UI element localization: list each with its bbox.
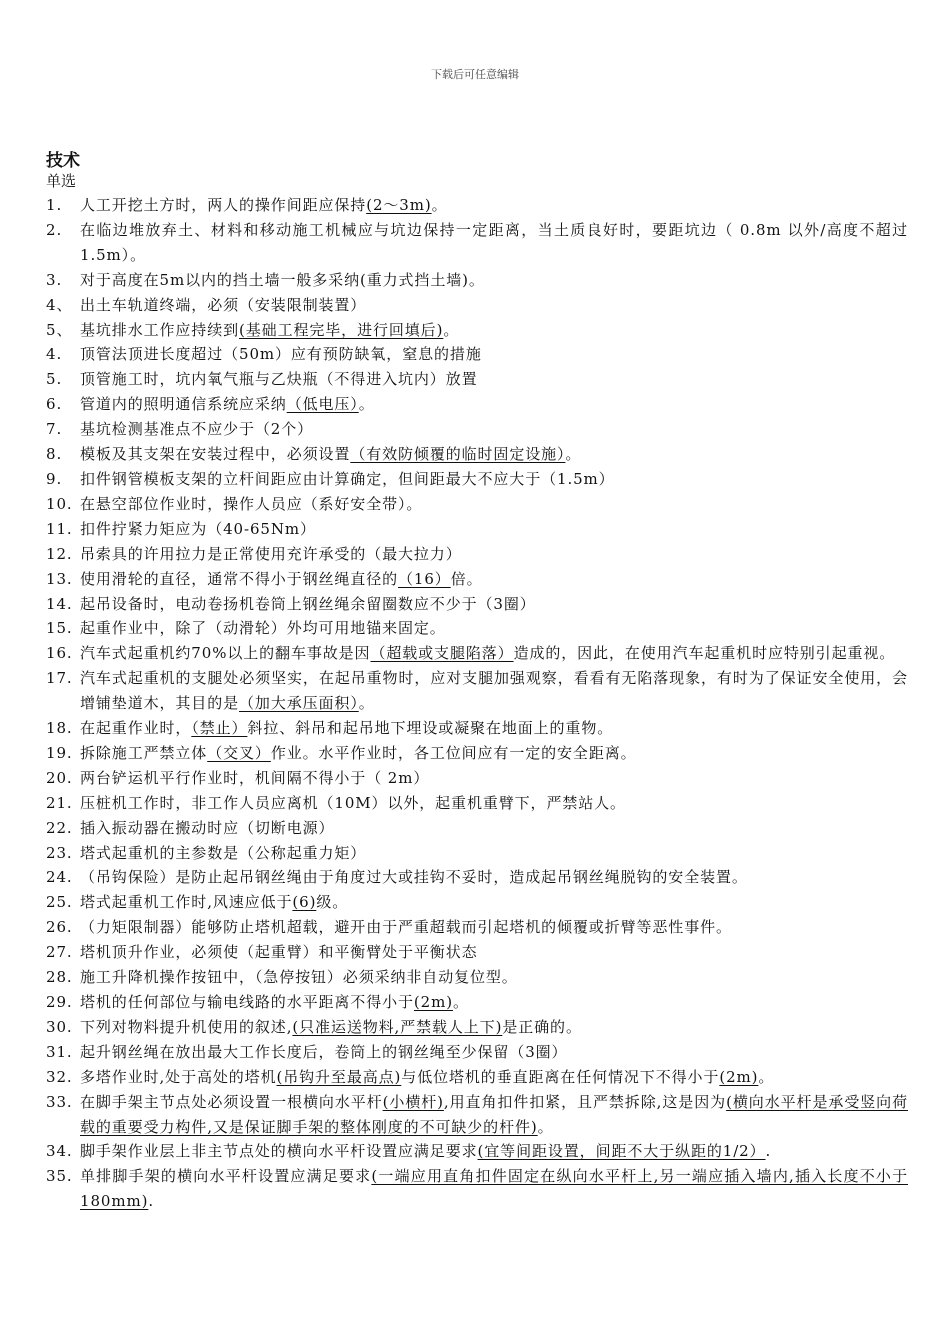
question-item bbox=[46, 741, 908, 766]
answer-text: （超载或支腿陷落） bbox=[370, 644, 514, 663]
question-number: 5. bbox=[46, 370, 63, 389]
question-number: 32. bbox=[46, 1067, 73, 1086]
answer-text: (小横杆) bbox=[382, 1092, 444, 1111]
question-segment: 扣件钢管模板支架的立杆间距应由计算确定，但间距最大不应大于（1.5m） bbox=[80, 469, 615, 488]
question-text bbox=[80, 616, 908, 641]
question-segment: 顶管法顶进长度超过（50m）应有预防缺氧，窒息的措施 bbox=[80, 345, 482, 364]
question-number: 30. bbox=[46, 1017, 73, 1036]
question-text bbox=[80, 218, 908, 268]
question-segment: 汽车式起重机约70%以上的翻车事故是因 bbox=[80, 644, 371, 663]
question-number: 29. bbox=[46, 993, 73, 1011]
question-segment: 斜拉、斜吊和起吊地下埋设或凝聚在地面上的重物。 bbox=[247, 719, 614, 738]
question-text bbox=[80, 318, 908, 343]
question-item bbox=[46, 890, 908, 915]
question-text bbox=[80, 1090, 908, 1140]
answer-text: （低电压） bbox=[286, 395, 359, 414]
question-list bbox=[46, 193, 908, 1214]
question-number: 34. bbox=[46, 1142, 73, 1161]
question-text bbox=[80, 367, 908, 392]
answer-text: (只准运送物料,严禁载人上下) bbox=[292, 1017, 503, 1036]
question-text bbox=[80, 791, 908, 816]
question-segment: 。 bbox=[443, 320, 460, 339]
question-segment: 。 bbox=[452, 993, 469, 1011]
question-item bbox=[46, 417, 908, 442]
question-item bbox=[46, 716, 908, 741]
question-segment: 多塔作业时,处于高处的塔机 bbox=[80, 1067, 277, 1086]
question-segment: 管道内的照明通信系统应采纳 bbox=[80, 395, 287, 414]
question-segment: 出土车轨道终端，必须（安装限制装置） bbox=[80, 295, 367, 314]
question-item bbox=[46, 542, 908, 567]
question-number: 22. bbox=[46, 818, 73, 837]
question-segment: 起升钢丝绳在放出最大工作长度后，卷筒上的钢丝绳至少保留（3圈） bbox=[80, 1042, 568, 1061]
question-number: 13. bbox=[46, 569, 73, 588]
question-segment: 顶管施工时，坑内氧气瓶与乙炔瓶（不得进入坑内）放置 bbox=[80, 370, 478, 389]
question-item bbox=[46, 342, 908, 367]
question-text bbox=[80, 1065, 908, 1090]
question-segment: . bbox=[765, 1142, 772, 1161]
question-segment: 。 bbox=[537, 1117, 554, 1136]
question-segment: 下列对物料提升机使用的叙述, bbox=[80, 1017, 293, 1036]
answer-text: （有效防倾覆的临时固定设施） bbox=[350, 445, 566, 464]
question-item bbox=[46, 865, 908, 890]
question-text bbox=[80, 1015, 908, 1040]
question-segment: . bbox=[148, 1192, 155, 1211]
question-segment: 基坑排水工作应持续到 bbox=[80, 320, 240, 339]
answer-text: (2m) bbox=[719, 1067, 759, 1086]
question-number: 10. bbox=[46, 494, 73, 513]
question-segment: 在起重作业时， bbox=[80, 719, 192, 738]
question-segment: 造成的，因此，在使用汽车起重机时应特别引起重视。 bbox=[513, 644, 896, 663]
question-item bbox=[46, 467, 908, 492]
question-number: 2. bbox=[46, 220, 63, 239]
question-text bbox=[80, 492, 908, 517]
question-number: 11. bbox=[46, 519, 73, 538]
question-item bbox=[46, 1065, 908, 1090]
section-subtitle: 单选 bbox=[46, 172, 77, 190]
question-segment: 在悬空部位作业时，操作人员应（系好安全带）。 bbox=[80, 494, 423, 513]
question-number: 5、 bbox=[46, 320, 73, 339]
question-text bbox=[80, 1139, 908, 1164]
question-segment: 。 bbox=[358, 694, 375, 713]
question-item bbox=[46, 1090, 908, 1140]
question-number: 33. bbox=[46, 1092, 73, 1111]
question-text bbox=[80, 1040, 908, 1065]
question-text bbox=[80, 915, 908, 940]
question-segment: 施工升降机操作按钮中，（急停按钮）必须采纳非自动复位型。 bbox=[80, 968, 518, 987]
question-segment: 。 bbox=[758, 1067, 775, 1086]
question-item bbox=[46, 492, 908, 517]
question-segment: 两台铲运机平行作业时，机间隔不得小于（ 2m） bbox=[80, 768, 430, 787]
question-item bbox=[46, 592, 908, 617]
question-number: 20. bbox=[46, 768, 73, 787]
question-text bbox=[80, 293, 908, 318]
question-text bbox=[80, 990, 908, 1015]
question-item bbox=[46, 616, 908, 641]
question-item bbox=[46, 990, 908, 1015]
question-segment: 汽车式起重机的支腿处必须坚实，在起吊重物时，应对支腿加强观察，看看有无陷落现象，有时为了保证安全使用，会增铺垫道木，其目的是 bbox=[80, 669, 908, 713]
question-item bbox=[46, 517, 908, 542]
question-item bbox=[46, 268, 908, 293]
question-number: 24. bbox=[46, 868, 73, 887]
question-text bbox=[80, 965, 908, 990]
question-number: 6. bbox=[46, 395, 63, 414]
question-segment: 塔机的任何部位与输电线路的水平距离不得小于 bbox=[80, 993, 414, 1011]
answer-text: (吊钩升至最高点) bbox=[276, 1067, 402, 1086]
page-header-note: 下载后可任意编辑 bbox=[431, 68, 519, 81]
answer-text: (横向水平杆是承受竖向荷载的重要受力构件,又是保证脚手架的整体刚度的不可缺少的杆件) bbox=[80, 1092, 909, 1136]
question-segment: 使用滑轮的直径，通常不得小于钢丝绳直径的 bbox=[80, 569, 399, 588]
question-text bbox=[80, 592, 908, 617]
question-number: 4. bbox=[46, 345, 63, 364]
question-item bbox=[46, 666, 908, 716]
question-segment: 扣件拧紧力矩应为（40-65Nm） bbox=[80, 519, 316, 538]
question-segment: 塔机顶升作业，必须使（起重臂）和平衡臂处于平衡状态 bbox=[80, 943, 478, 962]
question-segment: 单排脚手架的横向水平杆设置应满足要求 bbox=[80, 1167, 372, 1186]
question-item bbox=[46, 816, 908, 841]
question-number: 17. bbox=[46, 669, 73, 688]
question-number: 19. bbox=[46, 743, 73, 762]
question-text bbox=[80, 641, 908, 666]
answer-text: （16） bbox=[398, 569, 451, 588]
question-item bbox=[46, 318, 908, 343]
answer-text: （交叉） bbox=[207, 743, 271, 762]
answer-text: （加大承压面积） bbox=[239, 694, 359, 713]
question-segment: 。 bbox=[358, 395, 375, 414]
question-item bbox=[46, 915, 908, 940]
question-number: 3. bbox=[46, 270, 63, 289]
question-number: 7. bbox=[46, 420, 63, 439]
question-number: 35. bbox=[46, 1167, 73, 1186]
question-text bbox=[80, 542, 908, 567]
question-segment: 。 bbox=[565, 445, 582, 464]
question-number: 25. bbox=[46, 893, 73, 912]
question-item bbox=[46, 965, 908, 990]
question-text bbox=[80, 193, 908, 218]
answer-text: (基础工程完毕，进行回填后) bbox=[239, 320, 444, 339]
question-item bbox=[46, 567, 908, 592]
answer-text: (宜等间距设置，间距不大于纵距的1/2） bbox=[477, 1142, 766, 1161]
question-segment: 脚手架作业层上非主节点处的横向水平杆设置应满足要求 bbox=[80, 1142, 478, 1161]
question-number: 14. bbox=[46, 594, 73, 613]
question-segment: 作业。水平作业时，各工位间应有一定的安全距离。 bbox=[270, 743, 637, 762]
question-item bbox=[46, 218, 908, 268]
question-segment: 在临边堆放弃土、材料和移动施工机械应与坑边保持一定距离，当土质良好时，要距坑边（ 0.8m 以外/高度不超过1.5m）。 bbox=[80, 220, 908, 264]
question-item bbox=[46, 367, 908, 392]
question-segment: 级。 bbox=[316, 893, 349, 912]
question-segment: 吊索具的许用拉力是正常使用充许承受的（最大拉力） bbox=[80, 544, 462, 563]
answer-text: (2m) bbox=[413, 993, 453, 1011]
question-item bbox=[46, 193, 908, 218]
question-number: 21. bbox=[46, 793, 73, 812]
question-text bbox=[80, 442, 908, 467]
question-segment: 基坑检测基准点不应少于（2个） bbox=[80, 420, 314, 439]
question-item bbox=[46, 791, 908, 816]
question-text bbox=[80, 268, 908, 293]
question-number: 1. bbox=[46, 196, 63, 214]
question-item bbox=[46, 766, 908, 791]
question-segment: 倍。 bbox=[450, 569, 483, 588]
question-number: 16. bbox=[46, 644, 73, 663]
question-text bbox=[80, 940, 908, 965]
question-segment: 起重作业中，除了（动滑轮）外均可用地锚来固定。 bbox=[80, 619, 446, 638]
question-segment: 人工开挖土方时，两人的操作间距应保持 bbox=[80, 196, 367, 214]
question-segment: 与低位塔机的垂直距离在任何情况下不得小于 bbox=[401, 1067, 720, 1086]
answer-text: (6) bbox=[292, 893, 317, 912]
question-number: 8. bbox=[46, 445, 63, 464]
question-item bbox=[46, 940, 908, 965]
question-segment: 对于高度在5m以内的挡土墙一般多采纳(重力式挡土墙)。 bbox=[80, 270, 485, 289]
section-title: 技术 bbox=[46, 151, 80, 171]
question-item bbox=[46, 1015, 908, 1040]
answer-text: （禁止） bbox=[191, 719, 248, 738]
question-item bbox=[46, 641, 908, 666]
question-number: 4、 bbox=[46, 295, 73, 314]
question-segment: 模板及其支架在安装过程中，必须设置 bbox=[80, 445, 351, 464]
question-text bbox=[80, 567, 908, 592]
question-text bbox=[80, 741, 908, 766]
question-segment: （力矩限制器）能够防止塔机超载，避开由于严重超载而引起塔机的倾覆或折臂等恶性事件。 bbox=[80, 918, 732, 937]
question-item bbox=[46, 841, 908, 866]
question-number: 9. bbox=[46, 469, 63, 488]
question-item bbox=[46, 442, 908, 467]
question-text bbox=[80, 865, 908, 890]
question-item bbox=[46, 1040, 908, 1065]
question-segment: 塔式起重机的主参数是（公称起重力矩） bbox=[80, 843, 367, 862]
answer-text: (2～3m) bbox=[366, 196, 432, 214]
question-number: 27. bbox=[46, 943, 73, 962]
question-text bbox=[80, 417, 908, 442]
question-text bbox=[80, 766, 908, 791]
question-number: 31. bbox=[46, 1042, 73, 1061]
question-text bbox=[80, 392, 908, 417]
question-text bbox=[80, 716, 908, 741]
question-number: 26. bbox=[46, 918, 73, 937]
question-item bbox=[46, 392, 908, 417]
question-item bbox=[46, 1164, 908, 1214]
question-segment: （吊钩保险）是防止起吊钢丝绳由于角度过大或挂钩不妥时，造成起吊钢丝绳脱钩的安全装置。 bbox=[80, 868, 748, 887]
question-text bbox=[80, 517, 908, 542]
question-number: 15. bbox=[46, 619, 73, 638]
question-item bbox=[46, 1139, 908, 1164]
question-segment: 插入振动器在搬动时应（切断电源） bbox=[80, 818, 335, 837]
question-item bbox=[46, 293, 908, 318]
question-text bbox=[80, 841, 908, 866]
question-text bbox=[80, 467, 908, 492]
question-segment: 起吊设备时，电动卷扬机卷筒上钢丝绳余留圈数应不少于（3圈） bbox=[80, 594, 536, 613]
question-text bbox=[80, 666, 908, 716]
answer-text: (一端应用直角扣件固定在纵向水平杆上,另一端应插入墙内,插入长度不小于180mm) bbox=[80, 1167, 908, 1211]
question-number: 12. bbox=[46, 544, 73, 563]
question-segment: 拆除施工严禁立体 bbox=[80, 743, 208, 762]
question-text bbox=[80, 816, 908, 841]
question-text bbox=[80, 890, 908, 915]
question-segment: 压桩机工作时，非工作人员应离机（10M）以外，起重机重臂下，严禁站人。 bbox=[80, 793, 626, 812]
question-number: 23. bbox=[46, 843, 73, 862]
question-segment: ,用直角扣件扣紧，且严禁拆除,这是因为 bbox=[443, 1092, 727, 1111]
question-number: 18. bbox=[46, 719, 73, 738]
question-number: 28. bbox=[46, 968, 73, 987]
question-segment: 是正确的。 bbox=[502, 1017, 582, 1036]
question-text bbox=[80, 342, 908, 367]
question-segment: 在脚手架主节点处必须设置一根横向水平杆 bbox=[80, 1092, 383, 1111]
question-text bbox=[80, 1164, 908, 1214]
question-segment: 塔式起重机工作时,风速应低于 bbox=[80, 893, 293, 912]
question-segment: 。 bbox=[431, 196, 448, 214]
